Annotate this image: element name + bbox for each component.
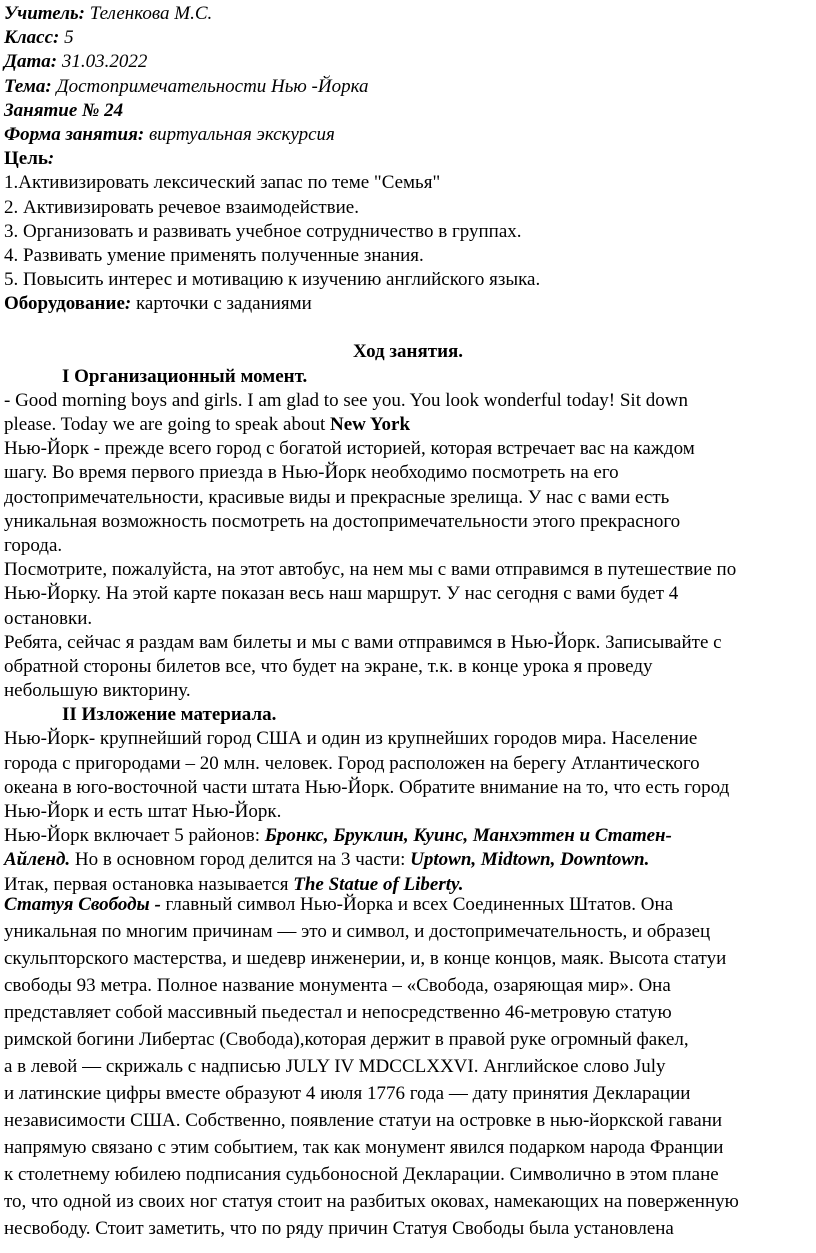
statue-line: к столетнему юбилею подписания судьбоносной Декларации. Символично в этом плане xyxy=(4,1164,719,1185)
statue-line: а в левой — скрижаль с надписью JULY IV MDCCLXXVI. Английское слово July xyxy=(4,1056,666,1077)
lesson-number: Занятие № 24 xyxy=(4,99,124,121)
goal-heading xyxy=(4,147,812,171)
equipment-label: Оборудование xyxy=(4,293,125,315)
form-line xyxy=(4,123,812,147)
paragraph-line: остановки. xyxy=(4,607,93,629)
class-label: Класс: xyxy=(4,27,60,49)
statue-line: то, что одной из своих ног статуя стоит на разбитых оковах, намекающих на поверженную xyxy=(4,1191,739,1212)
parts-names: Uptown, Midtown, Downtown. xyxy=(410,849,650,871)
teacher-value: Теленкова М.С. xyxy=(85,3,213,24)
statue-line: свободы 93 метра. Полное название монумента – «Свобода, озаряющая мир». Она xyxy=(4,975,671,996)
goal-label: Цель xyxy=(4,148,48,170)
parts-intro: Но в основном город делится на 3 части: xyxy=(70,849,411,871)
topic-line xyxy=(4,75,812,99)
statue-text: главный символ Нью-Йорка и всех Соединенных Штатов. Она xyxy=(160,894,674,915)
paragraph-line: города. xyxy=(4,534,63,556)
spacer xyxy=(4,316,812,340)
goal-item: 1.Активизировать лексический запас по теме "Семья" xyxy=(4,172,441,194)
equipment-value: карточки с заданиями xyxy=(131,293,312,315)
statue-line: и латинские цифры вместе образуют 4 июля 1776 года — дату принятия Декларации xyxy=(4,1083,691,1104)
teacher-label: Учитель: xyxy=(4,3,86,24)
paragraph-line: Нью-Йорку. На этой карте показан весь наш маршрут. У нас сегодня с вами будет 4 xyxy=(4,583,679,605)
paragraph-line: шагу. Во время первого приезда в Нью-Йорк необходимо посмотреть на его xyxy=(4,462,619,484)
paragraph-line: Нью-Йорк - прежде всего город с богатой историей, которая встречает вас на каждом xyxy=(4,438,695,460)
districts-line-1 xyxy=(4,824,812,848)
greeting-line-2 xyxy=(4,413,812,437)
stop-name: The Statue of Liberty. xyxy=(293,873,464,895)
greeting-line-1: - Good morning boys and girls. I am glad to see you. You look wonderful today! Sit down xyxy=(4,389,688,411)
statue-line: независимости США. Собственно, появление статуи на островке в нью-йоркской гавани xyxy=(4,1110,723,1131)
paragraph-line: Нью-Йорк- крупнейший город США и один из крупнейших городов мира. Население xyxy=(4,728,698,750)
districts-names: Бронкс, Бруклин, Куинс, Манхэттен и Статен- xyxy=(264,825,672,847)
date-line xyxy=(4,50,812,74)
statue-line: уникальная по многим причинам — это и символ, и достопримечательность, и образец xyxy=(4,921,711,942)
section1-heading: I Организационный момент. xyxy=(62,365,308,387)
equipment-colon: : xyxy=(124,293,132,315)
stop-intro: Итак, первая остановка называется xyxy=(4,873,294,895)
statue-line: напрямую связано с этим событием, так как монумент явился подарком народа Франции xyxy=(4,1137,724,1158)
document-page xyxy=(4,2,812,897)
goal-item: 3. Организовать и развивать учебное сотрудничество в группах. xyxy=(4,220,522,242)
paragraph-line: Нью-Йорк и есть штат Нью-Йорк. xyxy=(4,801,282,822)
teacher-line xyxy=(4,2,812,26)
districts-names-end: Айленд. xyxy=(4,849,71,871)
paragraph-line: обратной стороны билетов все, что будет на экране, т.к. в конце урока я проведу xyxy=(4,655,653,677)
form-value: виртуальная экскурсия xyxy=(144,123,335,145)
paragraph-line: океана в юго-восточной части штата Нью-Йорк. Обратите внимание на то, что есть город xyxy=(4,776,730,798)
paragraph-line: Посмотрите, пожалуйста, на этот автобус, на нем мы с вами отправимся в путешествие по xyxy=(4,559,737,581)
paragraph-line: города с пригородами – 20 млн. человек. Город расположен на берегу Атлантического xyxy=(4,752,700,774)
topic-value: Достопримечательности Нью -Йорка xyxy=(51,75,369,97)
goal-item: 4. Развивать умение применять полученные знания. xyxy=(4,244,424,266)
goal-colon: : xyxy=(47,148,55,170)
goal-item: 5. Повысить интерес и мотивацию к изучению английского языка. xyxy=(4,269,541,291)
topic-label: Тема: xyxy=(4,75,52,97)
districts-line-2 xyxy=(4,848,812,872)
goal-item: 2. Активизировать речевое взаимодействие. xyxy=(4,196,359,218)
statue-line xyxy=(4,891,812,918)
paragraph-line: достопримечательности, красивые виды и прекрасные зрелища. У нас с вами есть xyxy=(4,486,670,508)
paragraph-line: небольшую викторину. xyxy=(4,680,191,702)
paragraph-line: Ребята, сейчас я раздам вам билеты и мы с вами отправимся в Нью-Йорк. Записывайте с xyxy=(4,631,722,653)
statue-title: Статуя Свободы - xyxy=(4,894,161,915)
date-value: 31.03.2022 xyxy=(57,51,148,73)
paragraph-line: уникальная возможность посмотреть на достопримечательности этого прекрасного xyxy=(4,510,681,532)
statue-line: представляет собой массивный пьедестал и непосредственно 46-метровую статую xyxy=(4,1002,672,1023)
greeting-text: please. Today we are going to speak about xyxy=(4,414,330,435)
districts-intro: Нью-Йорк включает 5 районов: xyxy=(4,825,265,847)
class-line xyxy=(4,26,812,50)
statue-line: скульпторского мастерства, и шедевр инженерии, и, в конце концов, маяк. Высота статуи xyxy=(4,948,727,969)
form-label: Форма занятия: xyxy=(4,123,145,145)
section2-heading: II Изложение материала. xyxy=(62,704,277,726)
new-york-bold: New York xyxy=(329,414,411,435)
date-label: Дата: xyxy=(4,51,58,73)
class-value: 5 xyxy=(59,27,74,49)
statue-line: несвободу. Стоит заметить, что по ряду причин Статуя Свободы была установлена xyxy=(4,1218,674,1239)
statue-line: римской богини Либертас (Свобода),которая держит в правой руке огромный факел, xyxy=(4,1029,689,1050)
equipment-line xyxy=(4,292,812,316)
statue-section xyxy=(4,891,812,1242)
course-title: Ход занятия. xyxy=(352,341,464,363)
